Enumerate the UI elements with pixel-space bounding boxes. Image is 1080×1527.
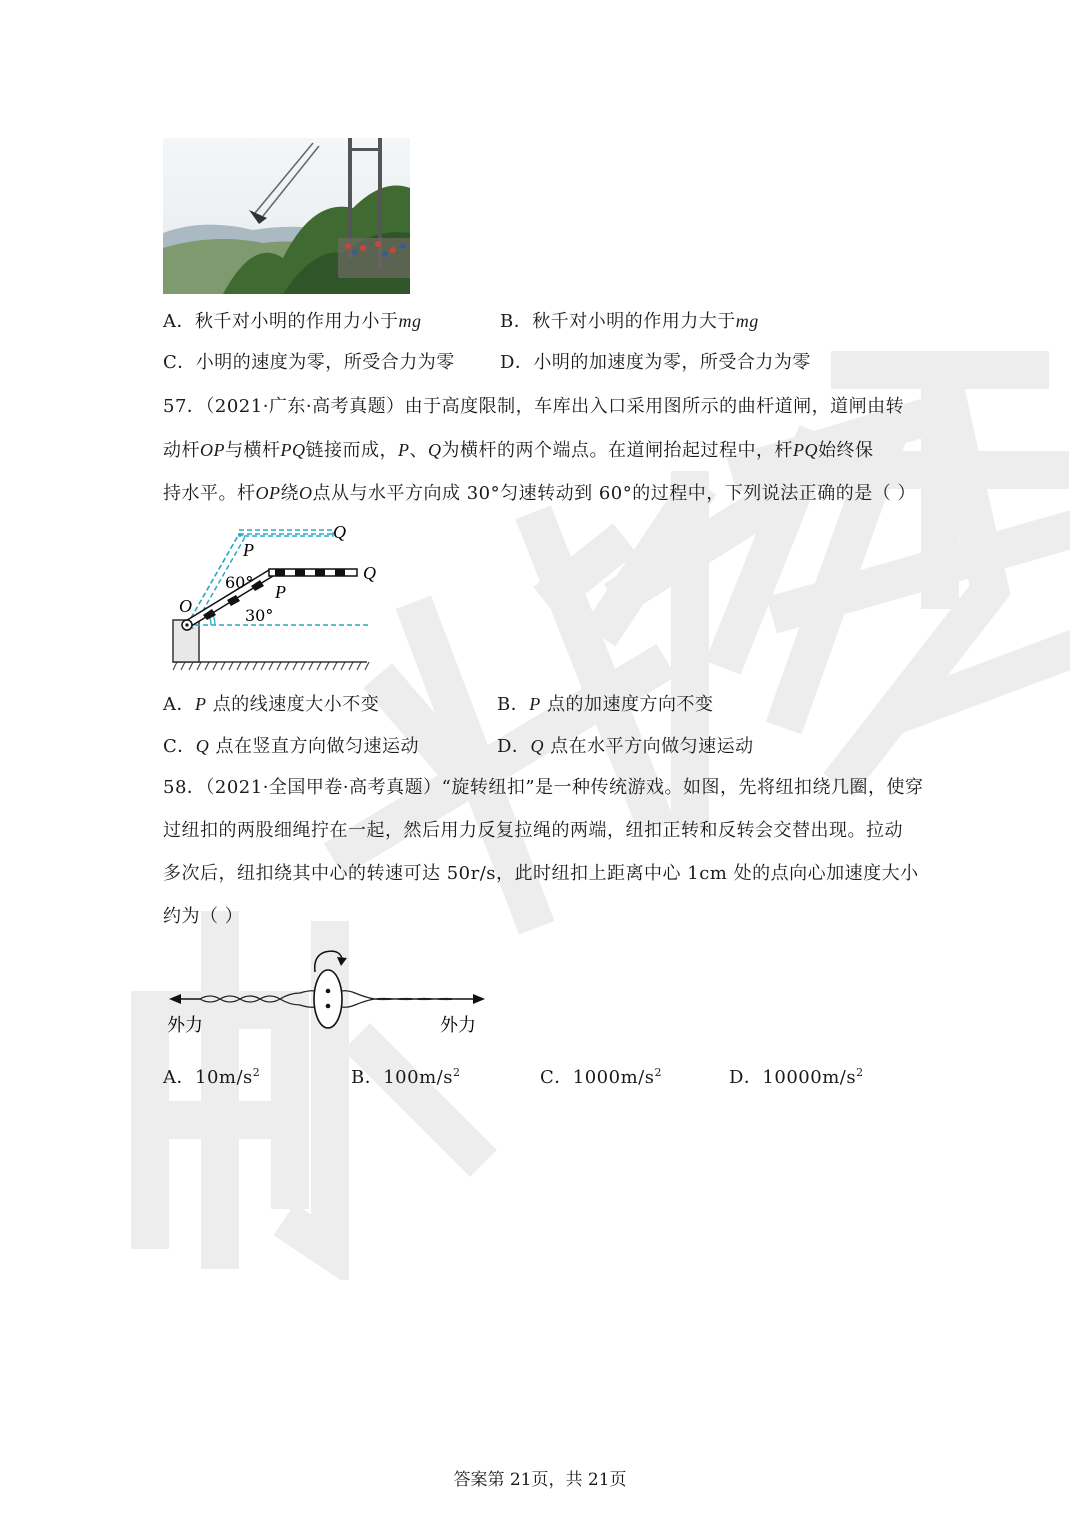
rotation-arrow bbox=[315, 951, 343, 972]
symbol: OP bbox=[200, 440, 225, 460]
text: A． bbox=[163, 694, 195, 715]
q58-option-a bbox=[163, 1061, 260, 1090]
text: C． bbox=[163, 736, 196, 757]
q57-line-1: 57．（2021·广东·高考真题）由于高度限制，车库出入口采用图所示的曲杆道闸，道闸由转 bbox=[163, 396, 905, 417]
label-p-top: P bbox=[243, 540, 254, 560]
q58-line-4: 约为（ ） bbox=[163, 906, 244, 927]
gate-diagram bbox=[165, 518, 380, 678]
symbol: Q bbox=[195, 736, 210, 756]
swing-photo bbox=[163, 138, 410, 294]
text: 绕 bbox=[280, 483, 299, 504]
symbol: P bbox=[195, 694, 207, 714]
superscript: 2 bbox=[452, 1066, 461, 1079]
text: 与横杆 bbox=[225, 440, 281, 461]
label-p-mid: P bbox=[275, 582, 286, 602]
symbol: mg bbox=[398, 311, 422, 331]
right-arrow bbox=[455, 994, 485, 1004]
text: 持水平。杆 bbox=[163, 483, 256, 504]
symbol: P bbox=[398, 440, 410, 460]
superscript: 2 bbox=[856, 1066, 864, 1079]
q56-option-b bbox=[500, 309, 759, 334]
text: B．100m/s bbox=[351, 1067, 453, 1088]
button-hole bbox=[326, 989, 331, 994]
q56-option-d: D．小明的加速度为零，所受合力为零 bbox=[500, 352, 811, 373]
label-q-top: Q bbox=[333, 522, 346, 542]
text: 点在竖直方向做匀速运动 bbox=[209, 736, 420, 757]
pivot-dot bbox=[185, 623, 188, 626]
superscript: 2 bbox=[654, 1066, 662, 1079]
text: 始终保 bbox=[818, 440, 874, 461]
symbol: P bbox=[529, 694, 541, 714]
ground-hatch bbox=[173, 662, 369, 670]
q58-option-b bbox=[351, 1061, 460, 1090]
q57-line-2 bbox=[163, 438, 874, 463]
q57-option-a bbox=[163, 692, 379, 717]
symbol: O bbox=[299, 483, 313, 503]
symbol: PQ bbox=[793, 440, 818, 460]
text: D． bbox=[497, 736, 531, 757]
label-o: O bbox=[179, 596, 192, 616]
option-text: B．秋千对小明的作用力大于 bbox=[500, 311, 736, 332]
q58-line-1: 58．（2021·全国甲卷·高考真题）“旋转纽扣”是一种传统游戏。如图，先将纽扣绕几圈，使穿 bbox=[163, 777, 924, 798]
button-disc bbox=[314, 970, 342, 1028]
label-q-mid: Q bbox=[363, 563, 376, 583]
text: C．1000m/s bbox=[540, 1067, 655, 1088]
q56-option-c: C．小明的速度为零，所受合力为零 bbox=[163, 352, 455, 373]
label-angle-30: 30° bbox=[245, 606, 274, 625]
symbol: PQ bbox=[280, 440, 306, 460]
label-force-left: 外力 bbox=[167, 1015, 203, 1036]
text: A．10m/s bbox=[163, 1067, 253, 1088]
text: 点的线速度大小不变 bbox=[206, 694, 380, 715]
text: D．10000m/s bbox=[729, 1067, 857, 1088]
text: 链接而成， bbox=[305, 440, 398, 461]
rotation-arrowhead bbox=[337, 957, 347, 966]
label-force-right: 外力 bbox=[440, 1015, 476, 1036]
q57-option-d bbox=[497, 734, 754, 759]
page-footer: 答案第 21页，共 21页 bbox=[453, 1470, 627, 1490]
symbol: Q bbox=[530, 736, 544, 756]
q58-line-3: 多次后，纽扣绕其中心的转速可达 50r/s，此时纽扣上距离中心 1cm 处的点向心加速度大小 bbox=[163, 863, 919, 884]
q57-option-c bbox=[163, 734, 419, 759]
q56-option-a bbox=[163, 309, 422, 334]
option-text: A．秋千对小明的作用力小于 bbox=[163, 311, 399, 332]
superscript: 2 bbox=[252, 1066, 261, 1079]
q58-line-2: 过纽扣的两股细绳拧在一起，然后用力反复拉绳的两端，纽扣正转和反转会交替出现。拉动 bbox=[163, 820, 903, 841]
left-arrow bbox=[169, 994, 200, 1004]
q58-option-c bbox=[540, 1061, 662, 1090]
text: 点在水平方向做匀速运动 bbox=[543, 736, 754, 757]
button-hole bbox=[326, 1004, 331, 1009]
q58-option-d bbox=[729, 1061, 864, 1090]
text: 点从与水平方向成 30°匀速转动到 60°的过程中，下列说法正确的是（ ） bbox=[312, 483, 916, 504]
label-angle-60: 60° bbox=[225, 573, 254, 592]
text: 、 bbox=[409, 440, 428, 461]
q57-option-b bbox=[497, 692, 713, 717]
text: 动杆 bbox=[163, 440, 200, 461]
text: B． bbox=[497, 694, 530, 715]
text: 点的加速度方向不变 bbox=[540, 694, 714, 715]
symbol: OP bbox=[255, 483, 281, 503]
symbol: Q bbox=[428, 440, 442, 460]
text: 为横杆的两个端点。在道闸抬起过程中，杆 bbox=[441, 440, 793, 461]
q57-line-3 bbox=[163, 481, 916, 506]
button-diagram bbox=[165, 944, 490, 1039]
bar-pq bbox=[269, 569, 357, 576]
symbol: mg bbox=[735, 311, 759, 331]
